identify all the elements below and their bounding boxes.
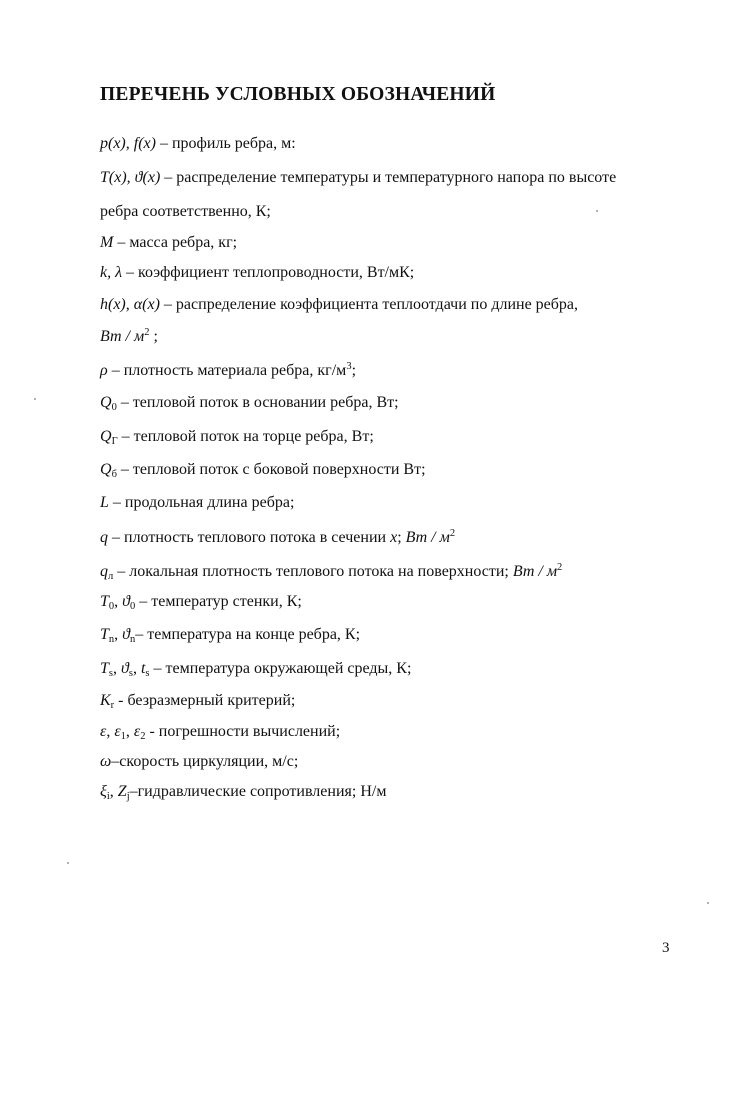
entry-errors [100, 723, 340, 742]
separator: , [113, 660, 121, 677]
superscript: 2 [449, 528, 456, 539]
symbol-b: ϑ [122, 593, 131, 610]
symbol-a: T [100, 626, 109, 643]
subscript: r [110, 700, 115, 711]
subscript-b: 0 [130, 601, 136, 612]
separator: , [114, 593, 123, 610]
symbol: Q [100, 428, 112, 445]
symbol: M [100, 234, 114, 251]
subscript-b: n [130, 634, 136, 645]
scan-speck [34, 398, 36, 400]
description: – тепловой поток с боковой поверхности Вт; [116, 461, 426, 478]
entry-mass [100, 234, 237, 252]
symbol-a: ε [100, 723, 107, 740]
subscript-a: n [108, 634, 115, 645]
description: – локальная плотность теплового потока на поверхности; [113, 563, 513, 580]
symbol-b: ϑ [122, 626, 131, 643]
subscript-b: s [128, 668, 133, 679]
entry-length [100, 494, 294, 512]
description: – распределение температуры и температурного напора по высоте [160, 169, 617, 186]
entry-base-heat-flux [100, 394, 399, 413]
description: – профиль ребра, м: [155, 135, 296, 152]
description-tail: ; [351, 362, 357, 379]
description: ребра соответственно, К; [100, 203, 271, 220]
description: - погрешности вычислений; [145, 723, 341, 740]
symbol-a: ξ [100, 783, 107, 800]
symbol: p(x), f(x) [100, 135, 156, 152]
description: – тепловой поток на торце ребра, Вт; [117, 428, 374, 445]
subscript: б [111, 469, 117, 480]
description: – продольная длина ребра; [108, 494, 295, 511]
entry-tip-heat-flux [100, 428, 374, 447]
superscript: 2 [557, 562, 563, 573]
symbol-a: T [100, 660, 109, 677]
symbol-c: ε [133, 723, 141, 740]
separator: , [109, 783, 118, 800]
scan-speck [67, 862, 69, 864]
entry-density [100, 361, 356, 380]
symbol-b: Z [117, 783, 127, 800]
subscript-a: i [106, 791, 110, 802]
subscript: л [108, 571, 114, 582]
symbol: q [100, 563, 108, 580]
subscript-c: s [145, 668, 150, 679]
superscript: 3 [346, 361, 352, 372]
symbol: k, λ [100, 264, 123, 281]
superscript: 2 [144, 327, 150, 338]
description: – температура на конце ребра, К; [135, 626, 361, 643]
separator: , [114, 626, 123, 643]
description: – плотность материала ребра, кг/м [107, 362, 347, 379]
subscript-a: s [108, 668, 113, 679]
symbol: ω [100, 753, 112, 770]
symbol: q [100, 529, 108, 546]
symbol-a: T [100, 593, 109, 610]
subscript-c: 2 [140, 731, 146, 742]
entry-heat-transfer-coefficient-unit [100, 327, 158, 346]
symbol-c: t [140, 660, 146, 677]
entry-conductivity [100, 264, 414, 282]
description: – распределение коэффициента теплоотдачи по длине ребра, [159, 296, 579, 313]
separator: ; [397, 529, 406, 546]
entry-circulation-speed [100, 753, 298, 771]
symbol: h(x), α(x) [100, 296, 160, 313]
entry-ambient-temperature [100, 660, 411, 679]
unit: Вт / м [512, 563, 558, 580]
separator-2: , [132, 660, 141, 677]
entry-heat-flux-density [100, 528, 455, 547]
description: - безразмерный критерий; [114, 692, 296, 709]
subscript-b: 1 [120, 731, 126, 742]
subscript: Г [111, 436, 118, 447]
symbol-b: ϑ [121, 660, 129, 677]
description: – коэффициент теплопроводности, Вт/мК; [122, 264, 415, 281]
symbol: ρ [100, 362, 108, 379]
symbol: T(x), ϑ(x) [100, 169, 161, 186]
page-number: 3 [662, 940, 670, 956]
description: ; [149, 328, 158, 345]
description: – плотность теплового потока в сечении [108, 529, 391, 546]
symbol: Q [100, 461, 112, 478]
symbol: K [100, 692, 111, 709]
description: – температур стенки, К; [135, 593, 302, 610]
description: –скорость циркуляции, м/с; [111, 753, 299, 770]
subscript-b: j [126, 791, 130, 802]
entry-local-heat-flux-density [100, 562, 562, 582]
entry-temperature-distribution [100, 169, 616, 187]
symbol-b: ε [114, 723, 121, 740]
subscript-a: 0 [108, 601, 115, 612]
description: – масса ребра, кг; [113, 234, 238, 251]
scan-speck [707, 902, 709, 904]
entry-hydraulic-resistance [100, 783, 386, 802]
unit: Вт / м [405, 529, 450, 546]
entry-wall-temperature [100, 593, 302, 612]
entry-temperature-distribution-cont [100, 203, 271, 221]
subscript: 0 [111, 402, 117, 413]
description: – тепловой поток в основании ребра, Вт; [116, 394, 399, 411]
entry-profile [100, 135, 296, 153]
description: –гидравлические сопротивления; Н/м [129, 783, 387, 800]
symbol: L [100, 494, 109, 511]
description: – температура окружающей среды, К; [149, 660, 412, 677]
symbol: Q [100, 394, 112, 411]
separator: , [106, 723, 115, 740]
symbol-x: x [390, 529, 398, 546]
entry-heat-transfer-coefficient [100, 296, 578, 314]
scan-speck [596, 210, 598, 212]
entry-criterion [100, 692, 295, 711]
entry-tip-temperature [100, 626, 360, 645]
unit: Вт / м [100, 328, 145, 345]
separator-2: , [125, 723, 134, 740]
entry-side-heat-flux [100, 461, 426, 480]
page-title: ПЕРЕЧЕНЬ УСЛОВНЫХ ОБОЗНАЧЕНИЙ [100, 84, 496, 105]
